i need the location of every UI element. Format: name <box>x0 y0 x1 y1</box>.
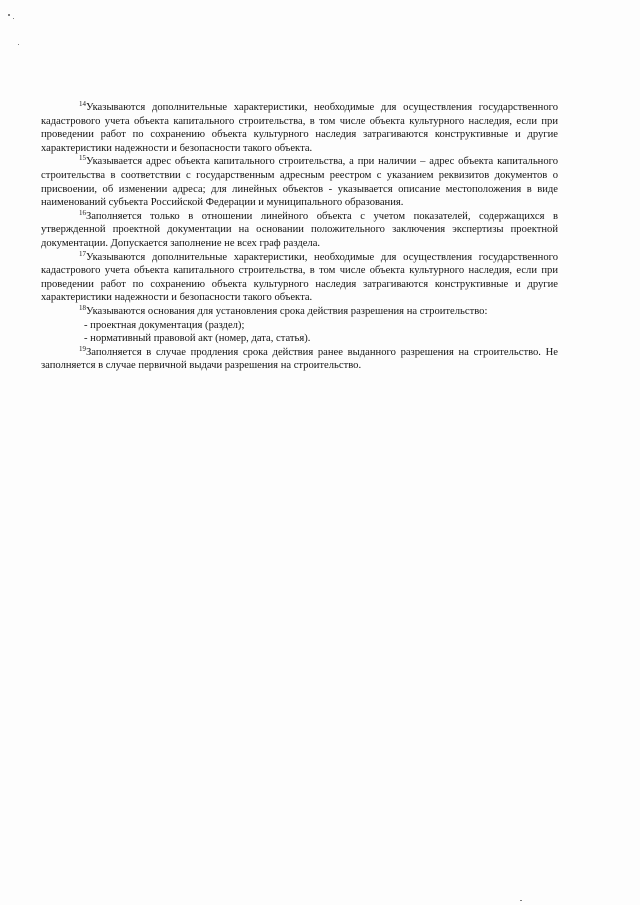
footnote-16 <box>41 210 558 251</box>
footnote-text: Заполняется только в отношении линейного объекта с учетом показателей, содержащихся в утвержденной проектной документации на основании положительного заключения экспертизы проектной документации. Допускается заполнение не всех граф раздела. <box>41 210 558 249</box>
footnote-text: Указываются дополнительные характеристики, необходимые для осуществления государственного кадастрового учета объекта капитального строительства, в том числе объекта культурного наследия, если при проведении работ по сохранению объекта культурного наследия затрагиваются конструктивные и другие характеристики надежности и безопасности такого объекта. <box>41 251 558 304</box>
scan-speck <box>520 900 522 901</box>
footnote-18 <box>41 305 558 319</box>
footnotes-block <box>41 101 558 373</box>
footnote-19 <box>41 346 558 373</box>
footnote-14 <box>41 101 558 155</box>
list-item: - нормативный правовой акт (номер, дата, статья). <box>84 333 311 345</box>
footnote-number: 17 <box>79 249 86 258</box>
footnote-text: Указывается адрес объекта капитального строительства, а при наличии – адрес объекта капитального строительства в соответствии с государственным адресным реестром с указанием реквизитов документов о присвоении, об изменении адреса; для линейных объектов - указывается описание местоположения в виде наименований субъекта Российской Федерации и муниципального образования. <box>41 156 558 209</box>
footnote-text: Указываются основания для установления срока действия разрешения на строительство: <box>86 305 488 317</box>
footnote-number: 16 <box>79 208 86 217</box>
scan-speck <box>8 14 10 16</box>
footnote-text: Заполняется в случае продления срока действия ранее выданного разрешения на строительство. Не заполняется в случае первичной выдачи разрешения на строительство. <box>41 346 558 372</box>
footnote-number: 18 <box>79 303 86 312</box>
footnote-text: Указываются дополнительные характеристики, необходимые для осуществления государственного кадастрового учета объекта капитального строительства, в том числе объекта культурного наследия, если при проведении работ по сохранению объекта культурного наследия затрагиваются конструктивные и другие характеристики надежности и безопасности такого объекта. <box>41 102 558 154</box>
footnote-15 <box>41 155 558 209</box>
scan-speck <box>18 44 19 45</box>
footnote-17 <box>41 251 558 305</box>
footnote-number: 14 <box>79 100 86 108</box>
scan-speck <box>13 18 14 19</box>
list-item: - проектная документация (раздел); <box>84 319 245 331</box>
footnote-number: 19 <box>79 344 86 353</box>
footnote-number: 15 <box>79 154 86 163</box>
